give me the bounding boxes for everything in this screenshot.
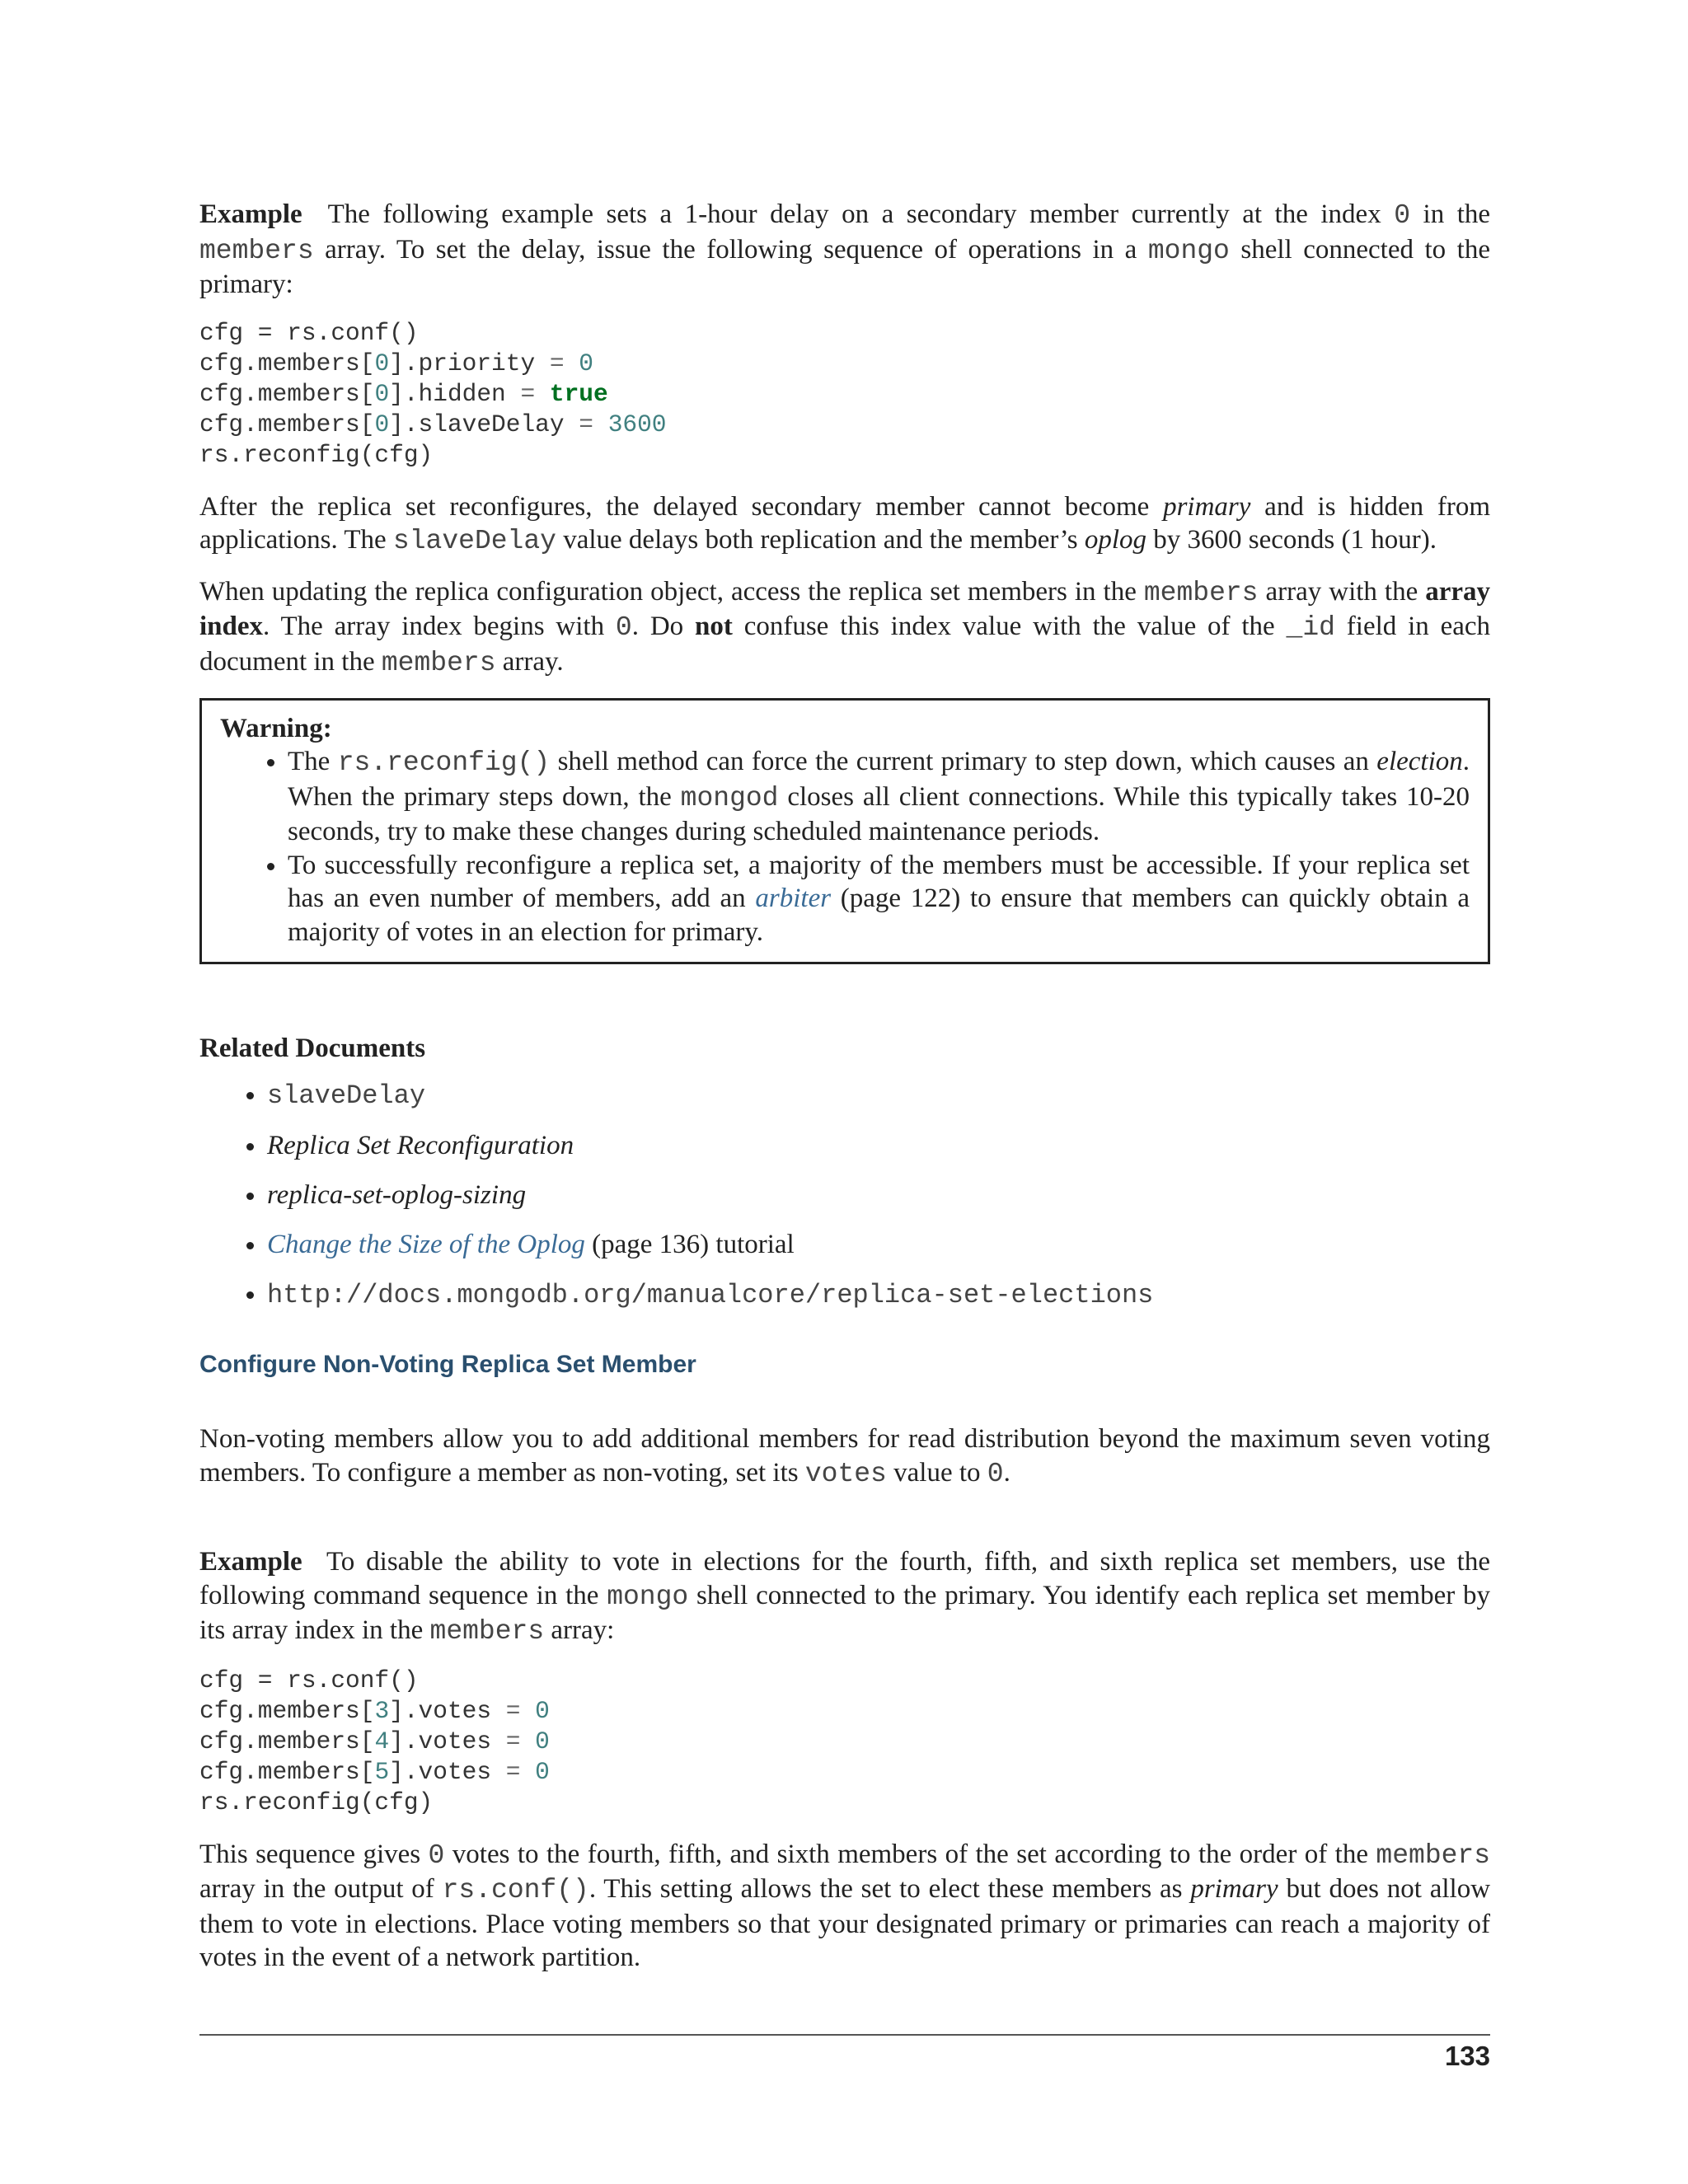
- example-paragraph: Example The following example sets a 1-hour delay on a secondary member currently at the index 0 in the members array. To set the delay, issue the following sequence of operations in a mongo shell connected to the primary:: [199, 199, 1491, 299]
- code-line: rs.reconfig(cfg): [199, 1788, 434, 1816]
- page-number: 133: [1444, 2041, 1490, 2071]
- arbiter-link[interactable]: arbiter: [755, 883, 832, 913]
- related-documents-list: [199, 1078, 1490, 1312]
- inline-code: rs.reconfig(): [337, 748, 551, 778]
- inline-code: members: [381, 647, 496, 678]
- inline-code: mongo: [1147, 235, 1230, 266]
- inline-code: 0: [987, 1458, 1004, 1489]
- code-line: cfg = rs.conf(): [199, 1666, 419, 1694]
- list-item: • To successfully reconfigure a replica set, a majority of the members must be accessible. If your replica set has an even number of members, add an arbiter (page 122) to ensure that members can quickly obtain a majority of votes in an election for primary.: [288, 849, 1470, 949]
- code-line: cfg.members[0].hidden = true: [199, 379, 608, 408]
- inline-code: members: [199, 235, 314, 266]
- footer-divider: [199, 2034, 1490, 2036]
- inline-code: _id: [1286, 612, 1335, 643]
- inline-code: members: [1376, 1840, 1491, 1871]
- warning-box: [199, 698, 1490, 964]
- inline-code: 0: [428, 1840, 445, 1871]
- code-line: cfg.members[0].priority = 0: [199, 349, 593, 377]
- related-documents-heading: Related Documents: [199, 1033, 426, 1063]
- example-label: Example: [199, 199, 302, 229]
- code-line: cfg.members[0].slaveDelay = 3600: [199, 410, 667, 438]
- list-item: • Change the Size of the Oplog (page 136) tutorial: [267, 1228, 1490, 1261]
- list-item: • The rs.reconfig() shell method can force the current primary to step down, which causes an election. When the primary steps down, the mongod closes all client connections. While this typically takes 10-20 seconds, try to make these changes during scheduled maintenance periods.: [288, 745, 1470, 849]
- code-line: cfg.members[5].votes = 0: [199, 1757, 550, 1786]
- warning-list: [220, 745, 1470, 949]
- inline-code: 0: [615, 612, 632, 643]
- example-paragraph: Example To disable the ability to vote in elections for the fourth, fifth, and sixth replica set members, use the following command sequence in the mongo shell connected to the primary. You identify each replica set member by its array index in the members array:: [199, 1547, 1490, 1647]
- warning-title: Warning:: [220, 714, 332, 743]
- list-item: • Replica Set Reconfiguration: [267, 1129, 1490, 1162]
- code-line: rs.reconfig(cfg): [199, 440, 434, 469]
- code-line: cfg.members[4].votes = 0: [199, 1727, 550, 1755]
- inline-code: rs.conf(): [442, 1875, 589, 1905]
- inline-code: members: [1143, 577, 1259, 608]
- body-paragraph: After the replica set reconfigures, the delayed secondary member cannot become primary and is hidden from applications. The slaveDelay value delays both replication and the member’s oplog by 3600 seconds (1 hour).: [199, 491, 1491, 556]
- body-paragraph: When updating the replica configuration object, access the replica set members in the members array with the array index. The array index begins with 0. Do not confuse this index value with the value of the _id field in each document in the members array.: [199, 576, 1491, 678]
- list-item: • replica-set-oplog-sizing: [267, 1179, 1490, 1212]
- body-paragraph: This sequence gives 0 votes to the fourth, fifth, and sixth members of the set according to the order of the members array in the output of rs.conf(). This setting allows the set to elect these members as primary but does not allow them to vote in elections. Place voting members so that your designated primary or primaries can reach a majority of votes in the event of a network partition.: [199, 1839, 1491, 1972]
- code-line: cfg = rs.conf(): [199, 318, 419, 347]
- body-paragraph: Non-voting members allow you to add additional members for read distribution beyond the maximum seven voting members. To configure a member as non-voting, set its votes value to 0.: [199, 1424, 1490, 1489]
- inline-code: 0: [1394, 200, 1411, 231]
- document-page: [199, 198, 1490, 1975]
- list-item: • http://docs.mongodb.org/manualcore/replica-set-elections: [267, 1277, 1490, 1312]
- list-item: • slaveDelay: [267, 1078, 1490, 1113]
- inline-code: mongod: [680, 782, 779, 813]
- code-block: [199, 1666, 1490, 1818]
- inline-code: members: [429, 1616, 545, 1647]
- example-label: Example: [199, 1547, 302, 1577]
- inline-code: mongo: [607, 1581, 689, 1612]
- inline-code: slaveDelay: [392, 526, 556, 556]
- section-heading: Configure Non-Voting Replica Set Member: [199, 1351, 696, 1378]
- inline-code: votes: [804, 1458, 887, 1489]
- oplog-size-link[interactable]: Change the Size of the Oplog: [267, 1230, 585, 1259]
- code-block: [199, 318, 1490, 471]
- code-line: cfg.members[3].votes = 0: [199, 1696, 550, 1725]
